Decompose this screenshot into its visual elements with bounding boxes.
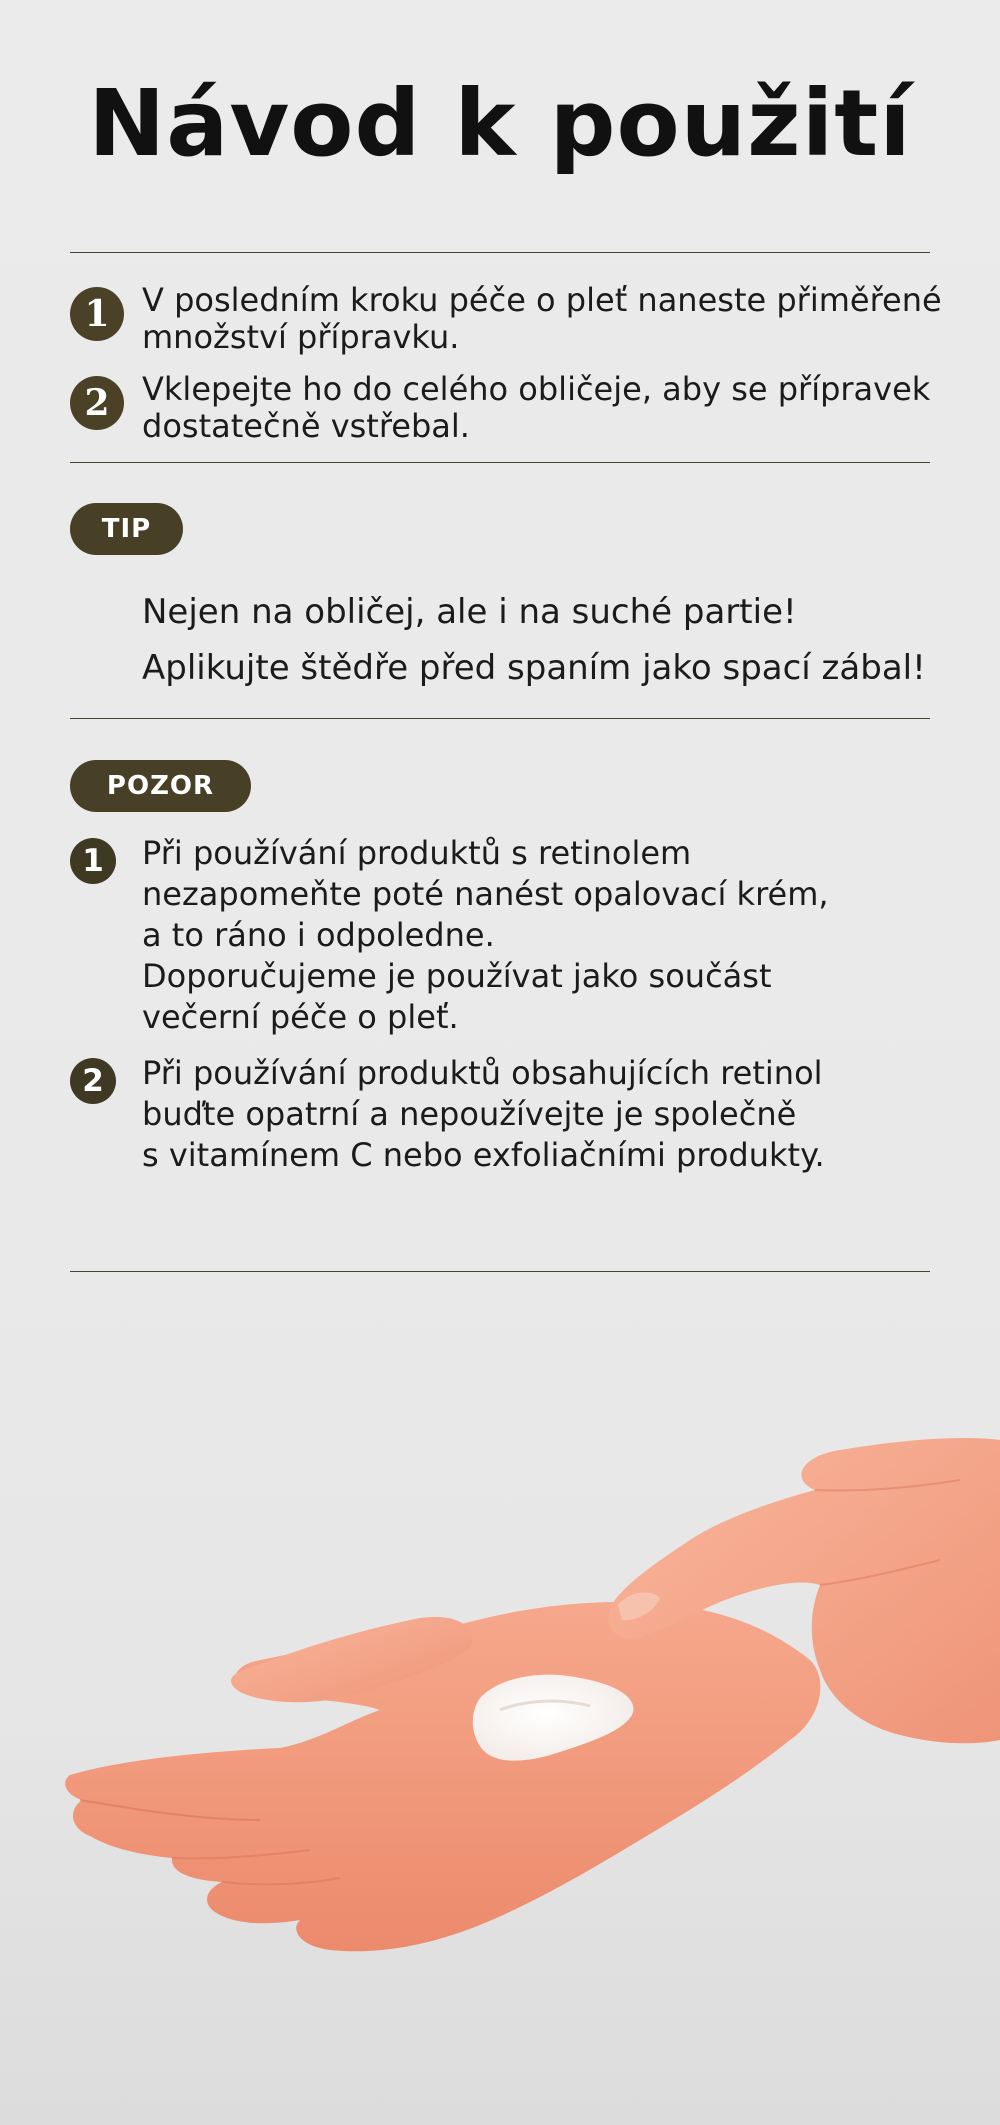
hands-applying-cream-photo (0, 1380, 1000, 2020)
warning-line: buďte opatrní a nepoužívejte je společně (142, 1095, 797, 1133)
step-text: V posledním kroku péče o pleť naneste přiměřené množství přípravku. (142, 281, 942, 356)
warning-number-badge: 2 (70, 1058, 116, 1104)
warning-line: večerní péče o pleť. (142, 998, 459, 1036)
page-title: Návod k použití (88, 70, 912, 177)
usage-step (70, 370, 940, 445)
tip-line: Nejen na obličej, ale i na suché partie! (142, 592, 797, 632)
warning-line: Při používání produktů s retinolem (142, 834, 692, 872)
warning-number-badge: 1 (70, 838, 116, 884)
step-number-badge: 2 (70, 376, 124, 430)
warning-line: a to ráno i odpoledne. (142, 916, 495, 954)
warning-item (142, 833, 942, 1038)
step-text: Vklepejte ho do celého obličeje, aby se přípravek dostatečně vstřebal. (142, 370, 931, 445)
warning-line: s vitamínem C nebo exfoliačními produkty. (142, 1136, 825, 1174)
divider (70, 1271, 930, 1272)
warning-item (142, 1053, 942, 1176)
warning-line: Doporučujeme je používat jako součást (142, 957, 772, 995)
tip-badge: TIP (70, 503, 183, 555)
warning-line: Při používání produktů obsahujících retinol (142, 1054, 823, 1092)
warning-badge: POZOR (70, 760, 251, 812)
warning-line: nezapomeňte poté nanést opalovací krém, (142, 875, 829, 913)
step-number-badge: 1 (70, 287, 124, 341)
usage-step (70, 281, 942, 356)
divider (70, 718, 930, 719)
divider (70, 252, 930, 253)
divider (70, 462, 930, 463)
tip-line: Aplikujte štědře před spaním jako spací zábal! (142, 648, 926, 688)
